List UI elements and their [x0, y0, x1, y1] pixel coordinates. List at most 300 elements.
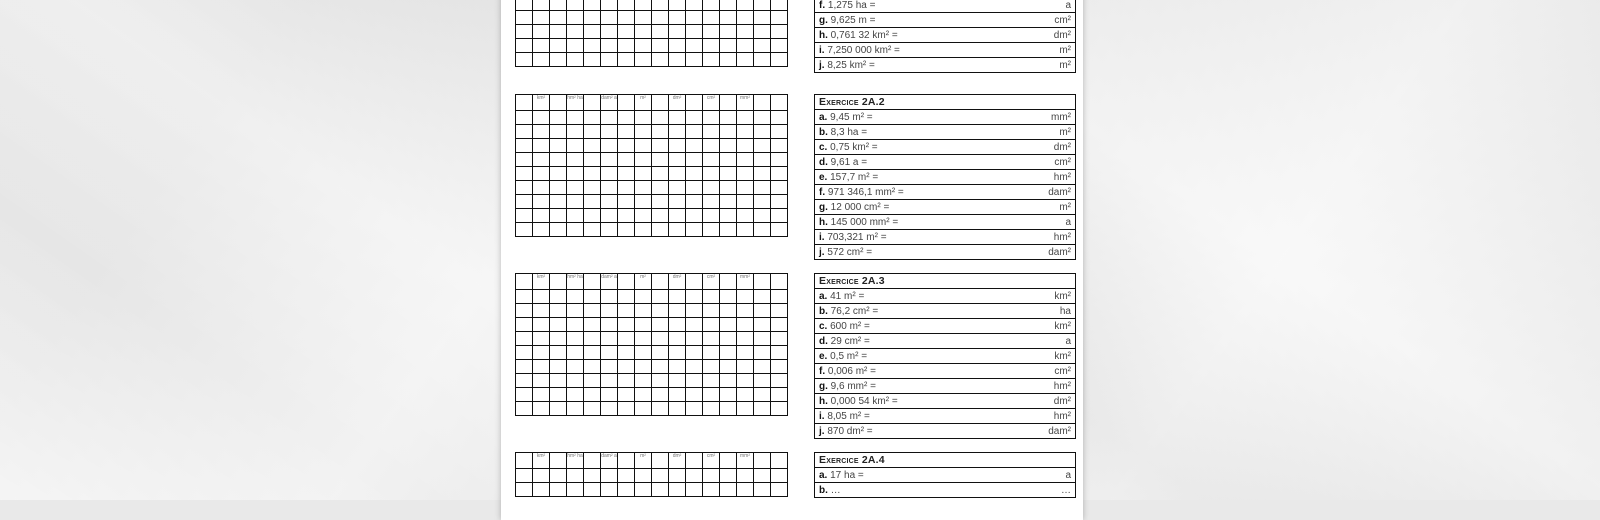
grid-cell[interactable]	[669, 209, 686, 223]
grid-cell[interactable]	[686, 167, 703, 181]
grid-cell[interactable]	[635, 195, 652, 209]
grid-cell[interactable]	[516, 181, 533, 195]
grid-cell[interactable]	[584, 0, 601, 11]
grid-cell[interactable]	[635, 318, 652, 332]
grid-cell[interactable]	[771, 125, 788, 139]
grid-cell[interactable]	[584, 290, 601, 304]
grid-cell[interactable]	[567, 388, 584, 402]
grid-cell[interactable]	[533, 374, 550, 388]
grid-cell[interactable]	[550, 483, 567, 497]
grid-cell[interactable]	[720, 318, 737, 332]
exercise-answer-field[interactable]	[815, 140, 1076, 155]
grid-cell[interactable]	[516, 274, 533, 290]
exercise-answer-field[interactable]	[815, 349, 1076, 364]
grid-cell[interactable]	[635, 223, 652, 237]
grid-cell[interactable]	[601, 25, 618, 39]
grid-cell[interactable]	[703, 0, 720, 11]
exercise-answer-field[interactable]	[815, 125, 1076, 140]
grid-cell[interactable]	[754, 53, 771, 67]
grid-cell[interactable]	[652, 469, 669, 483]
grid-cell[interactable]	[737, 374, 754, 388]
exercise-answer-field[interactable]	[815, 185, 1076, 200]
grid-cell[interactable]	[533, 209, 550, 223]
grid-cell[interactable]	[550, 0, 567, 11]
exercise-answer-field[interactable]	[815, 289, 1076, 304]
grid-cell[interactable]	[635, 332, 652, 346]
exercise-answer-field[interactable]	[815, 319, 1076, 334]
grid-cell[interactable]	[516, 139, 533, 153]
grid-cell[interactable]	[550, 388, 567, 402]
grid-cell[interactable]	[618, 111, 635, 125]
grid-cell[interactable]	[550, 290, 567, 304]
grid-cell[interactable]	[737, 53, 754, 67]
grid-cell[interactable]	[703, 11, 720, 25]
grid-cell[interactable]	[516, 53, 533, 67]
grid-cell[interactable]	[618, 53, 635, 67]
grid-cell[interactable]	[601, 469, 618, 483]
grid-cell[interactable]	[720, 274, 737, 290]
grid-cell[interactable]	[771, 167, 788, 181]
grid-cell[interactable]	[635, 304, 652, 318]
exercise-answer-field[interactable]	[815, 334, 1076, 349]
grid-cell[interactable]	[550, 139, 567, 153]
grid-cell[interactable]	[533, 111, 550, 125]
grid-cell[interactable]	[686, 469, 703, 483]
grid-cell[interactable]	[618, 167, 635, 181]
grid-cell[interactable]	[533, 0, 550, 11]
grid-cell[interactable]	[652, 374, 669, 388]
grid-cell[interactable]	[567, 304, 584, 318]
grid-cell[interactable]	[771, 332, 788, 346]
grid-cell[interactable]	[720, 95, 737, 111]
grid-cell[interactable]	[618, 125, 635, 139]
grid-cell[interactable]	[652, 453, 669, 469]
grid-cell[interactable]	[686, 53, 703, 67]
grid-cell[interactable]	[669, 153, 686, 167]
grid-cell[interactable]	[669, 304, 686, 318]
grid-cell[interactable]	[584, 332, 601, 346]
grid-cell[interactable]	[567, 360, 584, 374]
grid-cell[interactable]	[703, 374, 720, 388]
grid-cell[interactable]	[669, 111, 686, 125]
grid-cell[interactable]	[652, 483, 669, 497]
grid-cell[interactable]	[516, 223, 533, 237]
grid-cell[interactable]	[533, 167, 550, 181]
grid-cell[interactable]	[567, 290, 584, 304]
exercise-answer-field[interactable]	[815, 409, 1076, 424]
grid-cell[interactable]	[567, 53, 584, 67]
grid-cell[interactable]	[516, 453, 533, 469]
grid-cell[interactable]	[737, 483, 754, 497]
grid-cell[interactable]	[686, 111, 703, 125]
grid-cell[interactable]	[720, 181, 737, 195]
grid-cell[interactable]	[533, 223, 550, 237]
grid-cell[interactable]	[635, 53, 652, 67]
grid-cell[interactable]	[686, 453, 703, 469]
grid-cell[interactable]	[720, 469, 737, 483]
grid-cell[interactable]	[516, 11, 533, 25]
grid-cell[interactable]	[516, 195, 533, 209]
grid-cell[interactable]	[703, 483, 720, 497]
grid-cell[interactable]	[669, 318, 686, 332]
grid-cell[interactable]	[533, 139, 550, 153]
grid-cell[interactable]	[601, 223, 618, 237]
grid-cell[interactable]	[771, 195, 788, 209]
grid-cell[interactable]	[652, 209, 669, 223]
grid-cell[interactable]	[635, 469, 652, 483]
exercise-answer-field[interactable]	[815, 215, 1076, 230]
grid-cell[interactable]	[567, 209, 584, 223]
grid-cell[interactable]	[635, 402, 652, 416]
grid-cell[interactable]	[635, 388, 652, 402]
grid-cell[interactable]	[737, 469, 754, 483]
grid-cell[interactable]	[652, 95, 669, 111]
grid-cell[interactable]	[754, 332, 771, 346]
grid-cell[interactable]	[601, 167, 618, 181]
grid-cell[interactable]	[703, 346, 720, 360]
grid-cell[interactable]	[550, 304, 567, 318]
grid-cell[interactable]	[584, 125, 601, 139]
grid-cell[interactable]	[516, 402, 533, 416]
grid-cell[interactable]	[737, 388, 754, 402]
grid-cell[interactable]	[771, 209, 788, 223]
grid-cell[interactable]	[567, 469, 584, 483]
grid-cell[interactable]	[601, 402, 618, 416]
grid-cell[interactable]	[567, 483, 584, 497]
grid-cell[interactable]	[635, 139, 652, 153]
grid-cell[interactable]	[516, 483, 533, 497]
grid-cell[interactable]	[618, 374, 635, 388]
exercise-answer-field[interactable]	[815, 468, 1076, 483]
grid-cell[interactable]	[533, 304, 550, 318]
grid-cell[interactable]	[652, 223, 669, 237]
grid-cell[interactable]	[703, 25, 720, 39]
grid-cell[interactable]	[652, 39, 669, 53]
grid-cell[interactable]	[737, 332, 754, 346]
grid-cell[interactable]	[669, 195, 686, 209]
grid-cell[interactable]	[754, 388, 771, 402]
grid-cell[interactable]	[618, 209, 635, 223]
grid-cell[interactable]	[720, 125, 737, 139]
grid-cell[interactable]	[720, 153, 737, 167]
grid-cell[interactable]	[754, 181, 771, 195]
grid-cell[interactable]	[618, 346, 635, 360]
grid-cell[interactable]	[601, 111, 618, 125]
grid-cell[interactable]	[686, 346, 703, 360]
grid-cell[interactable]	[737, 346, 754, 360]
grid-cell[interactable]	[669, 402, 686, 416]
grid-cell[interactable]	[550, 11, 567, 25]
grid-cell[interactable]	[516, 153, 533, 167]
grid-cell[interactable]	[618, 25, 635, 39]
grid-cell[interactable]	[652, 25, 669, 39]
grid-cell[interactable]	[720, 290, 737, 304]
grid-cell[interactable]	[771, 11, 788, 25]
grid-cell[interactable]	[703, 290, 720, 304]
grid-cell[interactable]	[771, 304, 788, 318]
grid-cell[interactable]	[635, 346, 652, 360]
grid-cell[interactable]	[567, 139, 584, 153]
grid-cell[interactable]	[584, 483, 601, 497]
grid-cell[interactable]	[584, 181, 601, 195]
grid-cell[interactable]	[737, 139, 754, 153]
grid-cell[interactable]	[550, 374, 567, 388]
grid-cell[interactable]	[601, 304, 618, 318]
grid-cell[interactable]	[550, 346, 567, 360]
grid-cell[interactable]	[516, 318, 533, 332]
grid-cell[interactable]	[754, 153, 771, 167]
grid-cell[interactable]	[618, 469, 635, 483]
grid-cell[interactable]	[635, 360, 652, 374]
grid-cell[interactable]	[618, 318, 635, 332]
grid-cell[interactable]	[754, 209, 771, 223]
grid-cell[interactable]	[686, 139, 703, 153]
grid-cell[interactable]	[601, 195, 618, 209]
grid-cell[interactable]	[618, 39, 635, 53]
grid-cell[interactable]	[669, 53, 686, 67]
grid-cell[interactable]	[550, 332, 567, 346]
grid-cell[interactable]	[618, 360, 635, 374]
grid-cell[interactable]	[737, 209, 754, 223]
grid-cell[interactable]	[533, 195, 550, 209]
grid-cell[interactable]	[652, 139, 669, 153]
grid-cell[interactable]	[652, 304, 669, 318]
grid-cell[interactable]	[618, 453, 635, 469]
exercise-answer-field[interactable]	[815, 170, 1076, 185]
grid-cell[interactable]	[516, 360, 533, 374]
exercise-answer-field[interactable]	[815, 110, 1076, 125]
grid-cell[interactable]	[703, 402, 720, 416]
grid-cell[interactable]	[601, 11, 618, 25]
grid-cell[interactable]	[652, 153, 669, 167]
grid-cell[interactable]	[533, 25, 550, 39]
grid-cell[interactable]	[618, 153, 635, 167]
grid-cell[interactable]	[669, 290, 686, 304]
grid-cell[interactable]	[720, 453, 737, 469]
grid-cell[interactable]	[618, 181, 635, 195]
grid-cell[interactable]	[669, 360, 686, 374]
grid-cell[interactable]	[584, 469, 601, 483]
grid-cell[interactable]	[754, 95, 771, 111]
grid-cell[interactable]	[533, 290, 550, 304]
grid-cell[interactable]	[703, 53, 720, 67]
grid-cell[interactable]	[516, 346, 533, 360]
grid-cell[interactable]	[584, 167, 601, 181]
grid-cell[interactable]	[550, 25, 567, 39]
grid-cell[interactable]	[584, 223, 601, 237]
grid-cell[interactable]	[618, 304, 635, 318]
grid-cell[interactable]	[754, 318, 771, 332]
grid-cell[interactable]	[737, 11, 754, 25]
grid-cell[interactable]	[737, 153, 754, 167]
grid-cell[interactable]	[771, 223, 788, 237]
grid-cell[interactable]	[720, 374, 737, 388]
grid-cell[interactable]	[720, 209, 737, 223]
grid-cell[interactable]	[601, 483, 618, 497]
grid-cell[interactable]	[584, 11, 601, 25]
grid-cell[interactable]	[771, 469, 788, 483]
grid-cell[interactable]	[686, 274, 703, 290]
grid-cell[interactable]	[754, 304, 771, 318]
grid-cell[interactable]	[550, 469, 567, 483]
grid-cell[interactable]	[686, 374, 703, 388]
grid-cell[interactable]	[635, 167, 652, 181]
grid-cell[interactable]	[771, 274, 788, 290]
grid-cell[interactable]	[754, 483, 771, 497]
grid-cell[interactable]	[567, 11, 584, 25]
grid-cell[interactable]	[516, 25, 533, 39]
grid-cell[interactable]	[686, 388, 703, 402]
grid-cell[interactable]	[771, 139, 788, 153]
grid-cell[interactable]	[703, 304, 720, 318]
grid-cell[interactable]	[771, 374, 788, 388]
grid-cell[interactable]	[533, 181, 550, 195]
grid-cell[interactable]	[720, 332, 737, 346]
grid-cell[interactable]	[720, 53, 737, 67]
grid-cell[interactable]	[771, 290, 788, 304]
grid-cell[interactable]	[771, 39, 788, 53]
grid-cell[interactable]	[601, 318, 618, 332]
grid-cell[interactable]	[533, 53, 550, 67]
grid-cell[interactable]	[635, 125, 652, 139]
grid-cell[interactable]	[686, 11, 703, 25]
grid-cell[interactable]	[754, 111, 771, 125]
grid-cell[interactable]	[652, 125, 669, 139]
grid-cell[interactable]	[516, 95, 533, 111]
grid-cell[interactable]	[686, 25, 703, 39]
grid-cell[interactable]	[533, 402, 550, 416]
grid-cell[interactable]	[584, 153, 601, 167]
grid-cell[interactable]	[754, 469, 771, 483]
exercise-answer-field[interactable]	[815, 304, 1076, 319]
grid-cell[interactable]	[533, 360, 550, 374]
grid-cell[interactable]	[686, 153, 703, 167]
grid-cell[interactable]	[550, 39, 567, 53]
grid-cell[interactable]	[754, 223, 771, 237]
grid-cell[interactable]	[550, 318, 567, 332]
grid-cell[interactable]	[618, 195, 635, 209]
grid-cell[interactable]	[686, 95, 703, 111]
grid-cell[interactable]	[567, 402, 584, 416]
grid-cell[interactable]	[686, 483, 703, 497]
grid-cell[interactable]	[720, 402, 737, 416]
grid-cell[interactable]	[567, 111, 584, 125]
grid-cell[interactable]	[737, 0, 754, 11]
grid-cell[interactable]	[652, 332, 669, 346]
exercise-answer-field[interactable]	[815, 13, 1076, 28]
grid-cell[interactable]	[584, 25, 601, 39]
grid-cell[interactable]	[771, 483, 788, 497]
grid-cell[interactable]	[567, 223, 584, 237]
grid-cell[interactable]	[584, 453, 601, 469]
grid-cell[interactable]	[737, 223, 754, 237]
grid-cell[interactable]	[686, 290, 703, 304]
grid-cell[interactable]	[601, 181, 618, 195]
grid-cell[interactable]	[703, 332, 720, 346]
grid-cell[interactable]	[516, 304, 533, 318]
grid-cell[interactable]	[550, 95, 567, 111]
exercise-answer-field[interactable]	[815, 483, 1076, 498]
grid-cell[interactable]	[550, 453, 567, 469]
grid-cell[interactable]	[652, 195, 669, 209]
grid-cell[interactable]	[635, 39, 652, 53]
grid-cell[interactable]	[567, 346, 584, 360]
grid-cell[interactable]	[601, 125, 618, 139]
grid-cell[interactable]	[703, 153, 720, 167]
grid-cell[interactable]	[669, 374, 686, 388]
grid-cell[interactable]	[669, 25, 686, 39]
grid-cell[interactable]	[720, 346, 737, 360]
grid-cell[interactable]	[754, 0, 771, 11]
grid-cell[interactable]	[652, 53, 669, 67]
grid-cell[interactable]	[567, 374, 584, 388]
grid-cell[interactable]	[771, 181, 788, 195]
grid-cell[interactable]	[601, 346, 618, 360]
grid-cell[interactable]	[686, 209, 703, 223]
grid-cell[interactable]	[737, 360, 754, 374]
grid-cell[interactable]	[550, 167, 567, 181]
grid-cell[interactable]	[601, 153, 618, 167]
grid-cell[interactable]	[584, 346, 601, 360]
grid-cell[interactable]	[550, 360, 567, 374]
grid-cell[interactable]	[567, 318, 584, 332]
grid-cell[interactable]	[601, 388, 618, 402]
grid-cell[interactable]	[771, 388, 788, 402]
grid-cell[interactable]	[584, 318, 601, 332]
grid-cell[interactable]	[550, 223, 567, 237]
grid-cell[interactable]	[771, 360, 788, 374]
grid-cell[interactable]	[686, 402, 703, 416]
grid-cell[interactable]	[703, 209, 720, 223]
grid-cell[interactable]	[635, 0, 652, 11]
grid-cell[interactable]	[567, 181, 584, 195]
grid-cell[interactable]	[754, 453, 771, 469]
grid-cell[interactable]	[584, 95, 601, 111]
grid-cell[interactable]	[516, 167, 533, 181]
grid-cell[interactable]	[567, 25, 584, 39]
grid-cell[interactable]	[669, 39, 686, 53]
grid-cell[interactable]	[720, 39, 737, 53]
grid-cell[interactable]	[584, 402, 601, 416]
grid-cell[interactable]	[737, 304, 754, 318]
grid-cell[interactable]	[720, 195, 737, 209]
grid-cell[interactable]	[601, 39, 618, 53]
grid-cell[interactable]	[601, 53, 618, 67]
grid-cell[interactable]	[550, 181, 567, 195]
exercise-answer-field[interactable]	[815, 424, 1076, 439]
grid-cell[interactable]	[618, 11, 635, 25]
grid-cell[interactable]	[516, 290, 533, 304]
grid-cell[interactable]	[737, 125, 754, 139]
grid-cell[interactable]	[652, 402, 669, 416]
grid-cell[interactable]	[550, 153, 567, 167]
grid-cell[interactable]	[652, 290, 669, 304]
grid-cell[interactable]	[567, 332, 584, 346]
grid-cell[interactable]	[737, 25, 754, 39]
grid-cell[interactable]	[703, 388, 720, 402]
grid-cell[interactable]	[652, 360, 669, 374]
grid-cell[interactable]	[516, 374, 533, 388]
grid-cell[interactable]	[703, 360, 720, 374]
grid-cell[interactable]	[533, 125, 550, 139]
grid-cell[interactable]	[652, 167, 669, 181]
grid-cell[interactable]	[754, 125, 771, 139]
grid-cell[interactable]	[754, 290, 771, 304]
grid-cell[interactable]	[720, 223, 737, 237]
grid-cell[interactable]	[567, 195, 584, 209]
grid-cell[interactable]	[754, 360, 771, 374]
grid-cell[interactable]	[584, 304, 601, 318]
